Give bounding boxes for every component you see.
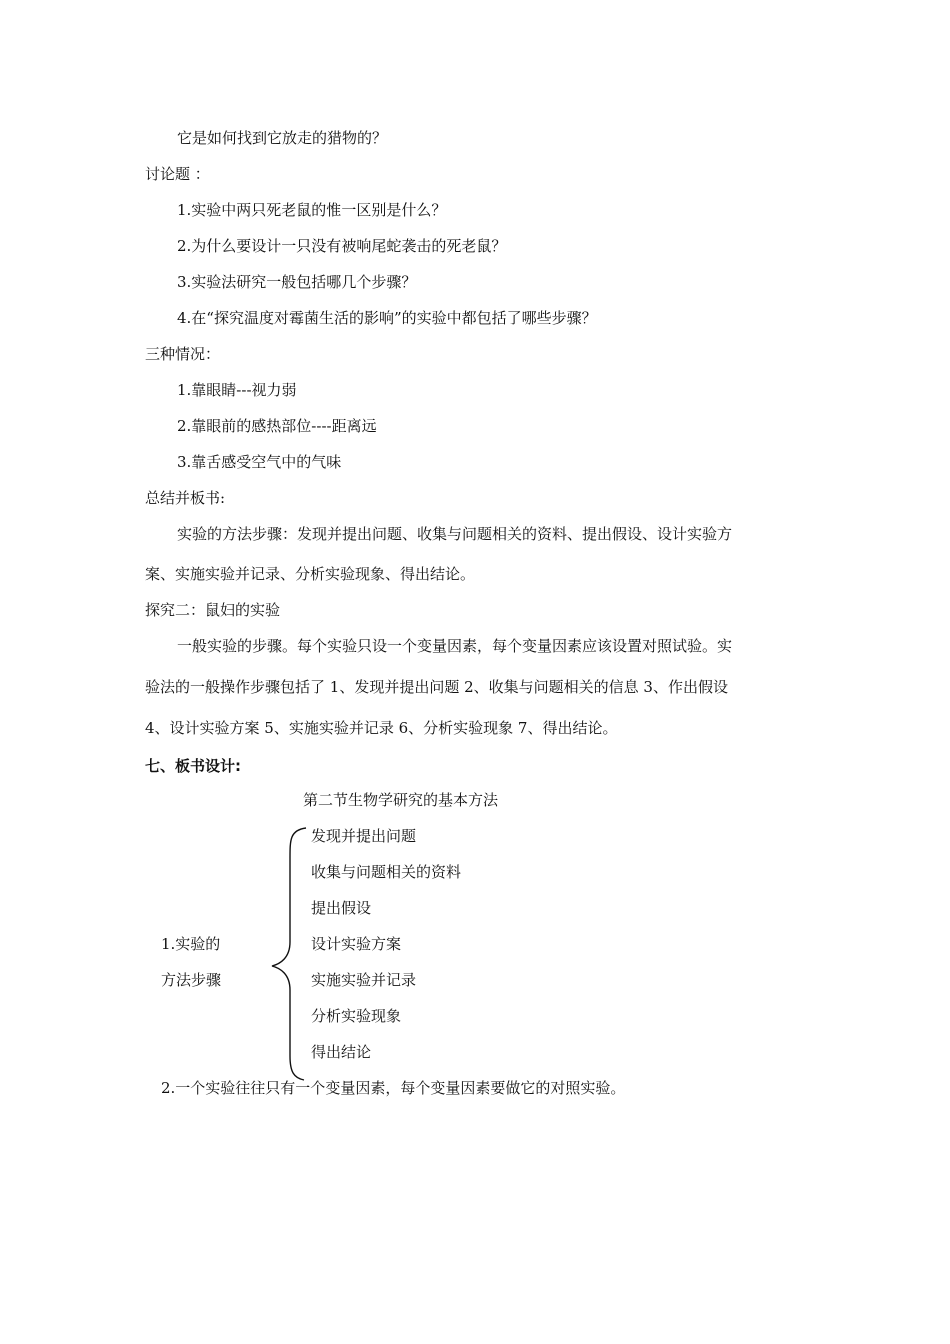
intro-line: 它是如何找到它放走的猎物的？ bbox=[177, 129, 388, 147]
situations-heading: 三种情况： bbox=[145, 345, 221, 363]
situation-item: 3.靠舌感受空气中的气味 bbox=[177, 453, 342, 471]
board-step: 提出假设 bbox=[311, 899, 372, 917]
explore2-heading: 探究二：鼠妇的实验 bbox=[145, 601, 281, 619]
board-heading: 七、板书设计: bbox=[145, 757, 241, 775]
discussion-item: 4.在“探究温度对霉菌生活的影响”的实验中都包括了哪些步骤？ bbox=[177, 309, 597, 327]
curly-brace-icon bbox=[268, 826, 308, 1082]
explore2-line: 一般实验的步骤。每个实验只设一个变量因素，每个变量因素应该设置对照试验。实 bbox=[177, 637, 733, 655]
summary-line: 案、实施实验并记录、分析实验现象、得出结论。 bbox=[145, 565, 476, 583]
discussion-item: 3.实验法研究一般包括哪几个步骤？ bbox=[177, 273, 417, 291]
summary-line: 实验的方法步骤：发现并提出问题、收集与问题相关的资料、提出假设、设计实验方 bbox=[177, 525, 733, 543]
discussion-item: 1.实验中两只死老鼠的惟一区别是什么？ bbox=[177, 201, 447, 219]
board-step: 得出结论 bbox=[311, 1043, 372, 1061]
summary-heading: 总结并板书: bbox=[145, 489, 226, 507]
board-step: 分析实验现象 bbox=[311, 1007, 402, 1025]
board-title: 第二节生物学研究的基本方法 bbox=[303, 791, 499, 809]
board-step: 实施实验并记录 bbox=[311, 971, 417, 989]
board-step: 收集与问题相关的资料 bbox=[311, 863, 462, 881]
situation-item: 2.靠眼前的感热部位----距离远 bbox=[177, 417, 377, 435]
board-step: 设计实验方案 bbox=[311, 935, 402, 953]
board-note: 2.一个实验往往只有一个变量因素，每个变量因素要做它的对照实验。 bbox=[161, 1079, 626, 1097]
discussion-item: 2.为什么要设计一只没有被响尾蛇袭击的死老鼠？ bbox=[177, 237, 507, 255]
discussion-heading: 讨论题 ： bbox=[145, 165, 210, 183]
board-label: 1.实验的 bbox=[161, 935, 221, 953]
situation-item: 1.靠眼睛---视力弱 bbox=[177, 381, 297, 399]
board-label: 方法步骤 bbox=[161, 971, 222, 989]
explore2-line: 验法的一般操作步骤包括了 1、发现并提出问题 2、收集与问题相关的信息 3、作出假设 bbox=[145, 678, 728, 696]
board-step: 发现并提出问题 bbox=[311, 827, 417, 845]
explore2-line: 4、设计实验方案 5、实施实验并记录 6、分析实验现象 7、得出结论。 bbox=[145, 719, 618, 737]
